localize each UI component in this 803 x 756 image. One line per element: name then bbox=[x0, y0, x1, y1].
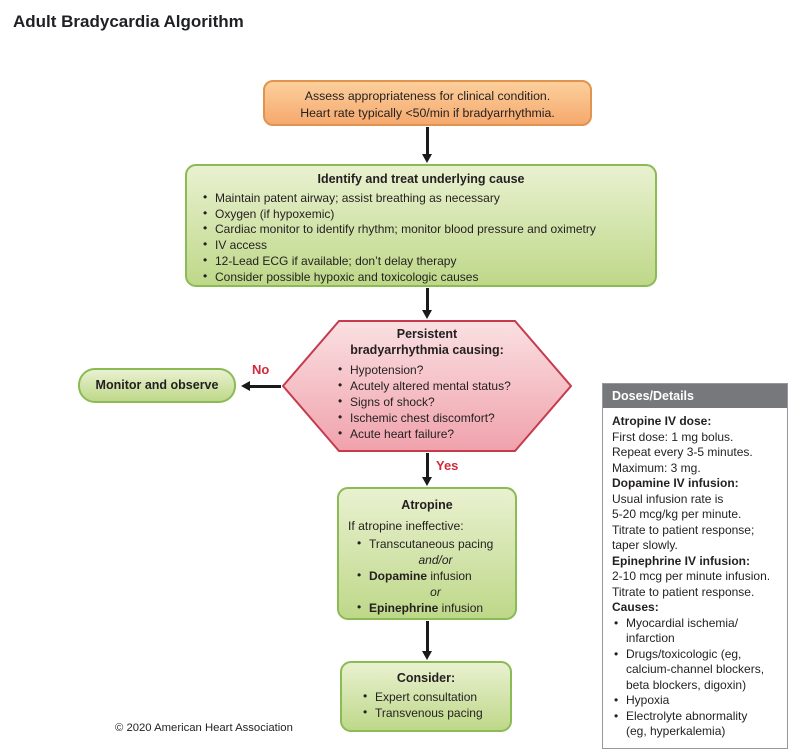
assess-line-2: Heart rate typically <50/min if bradyarrhythmia. bbox=[300, 105, 555, 120]
bullet-item bbox=[356, 568, 515, 584]
bullet-item bbox=[356, 536, 515, 552]
dose-line: Maximum: 3 mg. bbox=[612, 460, 701, 475]
atropine-bullet-list bbox=[356, 536, 515, 616]
cause-line: beta blockers, digoxin) bbox=[626, 677, 747, 692]
atropine-node bbox=[337, 487, 517, 620]
item-text: infusion bbox=[438, 600, 484, 615]
dose-line: Repeat every 3-5 minutes. bbox=[612, 445, 753, 459]
page-title: Adult Bradycardia Algorithm bbox=[13, 12, 244, 31]
bullet-item: • Signs of shock? bbox=[337, 394, 572, 410]
item-text: infusion bbox=[427, 568, 472, 583]
bullet-item: • Acutely altered mental status? bbox=[337, 378, 572, 394]
bullet-item bbox=[612, 616, 785, 647]
cause-line: infarction bbox=[626, 631, 675, 645]
doses-details-panel bbox=[602, 383, 788, 749]
connector-and-or: and/or bbox=[418, 552, 453, 567]
cause-line: (eg, hyperkalemia) bbox=[626, 724, 726, 738]
consider-bullet-list bbox=[362, 690, 510, 722]
drug-name: Epinephrine bbox=[369, 600, 439, 615]
cause-line: • Drugs/toxicologic (eg, bbox=[626, 646, 742, 661]
drug-name: Dopamine bbox=[369, 568, 428, 583]
bullet-item: • Maintain patent airway; assist breathing as necessary bbox=[202, 191, 655, 207]
bullet-item: • Transvenous pacing bbox=[362, 706, 510, 722]
decision-title-2: bradyarrhythmia causing: bbox=[350, 342, 504, 357]
bullet-item bbox=[612, 647, 785, 694]
atropine-title: Atropine bbox=[401, 498, 453, 512]
item-text: Transcutaneous pacing bbox=[369, 536, 494, 551]
bullet-item: • Cardiac monitor to identify rhythm; monitor blood pressure and oximetry bbox=[202, 222, 655, 238]
arrow-identify-to-decision bbox=[426, 288, 429, 311]
decision-content bbox=[282, 320, 572, 452]
dose-line: Usual infusion rate is bbox=[612, 491, 724, 506]
consider-node bbox=[340, 661, 512, 732]
arrow-atropine-to-consider bbox=[426, 621, 429, 652]
persistent-decision-node bbox=[282, 320, 572, 452]
cause-line: calcium-channel blockers, bbox=[626, 662, 765, 676]
bullet-item: • Expert consultation bbox=[362, 690, 510, 706]
epinephrine-dose-heading: Epinephrine IV infusion: bbox=[612, 553, 750, 568]
dose-line: 2-10 mcg per minute infusion. bbox=[612, 569, 771, 583]
causes-heading: Causes: bbox=[612, 600, 659, 614]
arrow-decision-to-monitor bbox=[250, 385, 281, 388]
dose-line: 5-20 mcg/kg per minute. bbox=[612, 507, 742, 521]
bullet-item bbox=[612, 693, 785, 709]
identify-node bbox=[185, 164, 657, 287]
copyright-text: © 2020 American Heart Association bbox=[115, 722, 293, 734]
yes-label: Yes bbox=[436, 458, 459, 473]
assess-line-1: Assess appropriateness for clinical condition. bbox=[304, 89, 551, 103]
bullet-item: • Acute heart failure? bbox=[337, 426, 572, 442]
dose-line: First dose: 1 mg bolus. bbox=[612, 429, 734, 444]
arrow-decision-to-atropine bbox=[426, 453, 429, 478]
decision-bullet-list bbox=[337, 362, 572, 442]
dose-line: Titrate to patient response; bbox=[612, 522, 755, 537]
causes-bullet-list bbox=[612, 616, 785, 740]
bullet-item: • Consider possible hypoxic and toxicologic causes bbox=[202, 270, 655, 286]
assess-node bbox=[263, 80, 592, 126]
identify-bullet-list bbox=[202, 191, 655, 286]
no-label: No bbox=[252, 362, 270, 377]
bullet-item bbox=[356, 600, 515, 616]
bullet-item: • Oxygen (if hypoxemic) bbox=[202, 207, 655, 223]
arrow-assess-to-identify bbox=[426, 127, 429, 155]
cause-line: • Hypoxia bbox=[626, 693, 670, 707]
bullet-item: • Ischemic chest discomfort? bbox=[337, 410, 572, 426]
bullet-item: • IV access bbox=[202, 238, 655, 254]
atropine-intro: If atropine ineffective: bbox=[348, 518, 464, 533]
bullet-item bbox=[612, 709, 785, 740]
bullet-item: • 12-Lead ECG if available; don’t delay therapy bbox=[202, 254, 655, 270]
atropine-dose-heading: Atropine IV dose: bbox=[612, 414, 712, 428]
bullet-item: • Hypotension? bbox=[337, 362, 572, 378]
doses-panel-header: Doses/Details bbox=[603, 384, 787, 408]
dopamine-dose-heading: Dopamine IV infusion: bbox=[612, 476, 739, 490]
dose-line: taper slowly. bbox=[612, 538, 678, 552]
monitor-node: Monitor and observe bbox=[78, 368, 236, 403]
connector-or: or bbox=[430, 584, 441, 599]
doses-panel-body bbox=[603, 408, 787, 748]
dose-line: Titrate to patient response. bbox=[612, 584, 755, 599]
decision-title-1: Persistent bbox=[396, 327, 458, 341]
cause-line: • Electrolyte abnormality bbox=[626, 708, 748, 723]
cause-line: • Myocardial ischemia/ bbox=[626, 615, 739, 630]
identify-title: Identify and treat underlying cause bbox=[317, 172, 525, 186]
consider-title: Consider: bbox=[396, 671, 456, 685]
